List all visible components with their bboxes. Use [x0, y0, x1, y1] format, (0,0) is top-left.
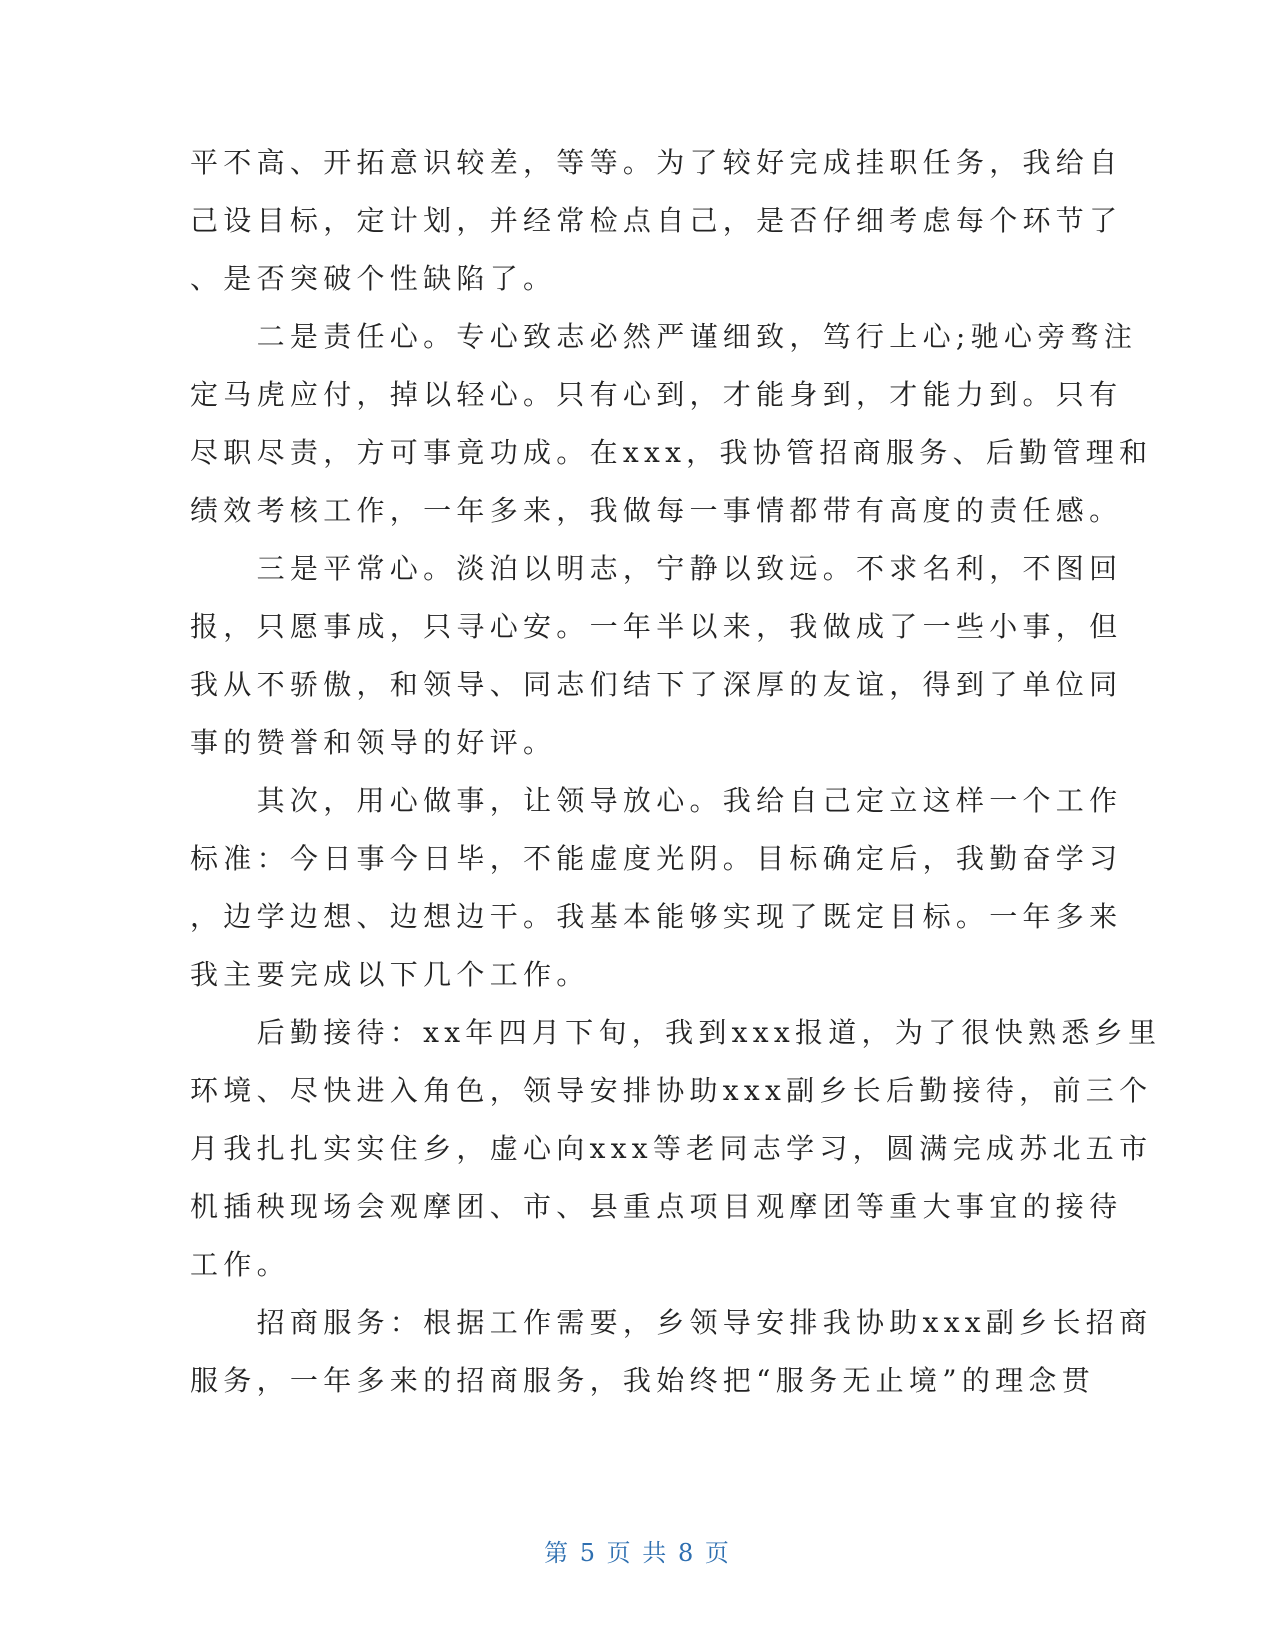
text-line: ，边学边想、边想边干。我基本能够实现了既定目标。一年多来 [190, 900, 1123, 933]
page-number: 第 5 页 共 8 页 [544, 1539, 731, 1567]
text-line: 三是平常心。淡泊以明志，宁静以致远。不求名利，不图回 [190, 552, 1123, 585]
text-line: 招商服务：根据工作需要，乡领导安排我协助xxx副乡长招商 [190, 1306, 1153, 1339]
text-line: 服务，一年多来的招商服务，我始终把“服务无止境”的理念贯 [190, 1364, 1096, 1397]
text-line: 平不高、开拓意识较差，等等。为了较好完成挂职任务，我给自 [190, 146, 1123, 179]
text-line: 、是否突破个性缺陷了。 [190, 262, 557, 295]
text-line: 己设目标，定计划，并经常检点自己，是否仔细考虑每个环节了 [190, 204, 1123, 237]
text-line: 标准：今日事今日毕，不能虚度光阴。目标确定后，我勤奋学习 [190, 842, 1123, 875]
text-line: 月我扎扎实实住乡，虚心向xxx等老同志学习，圆满完成苏北五市 [190, 1132, 1153, 1165]
text-line: 二是责任心。专心致志必然严谨细致，笃行上心;驰心旁骛注 [190, 320, 1138, 353]
text-line: 工作。 [190, 1248, 290, 1281]
text-line: 环境、尽快进入角色，领导安排协助xxx副乡长后勤接待，前三个 [190, 1074, 1153, 1107]
text-line: 其次，用心做事，让领导放心。我给自己定立这样一个工作 [190, 784, 1123, 817]
text-line: 绩效考核工作，一年多来，我做每一事情都带有高度的责任感。 [190, 494, 1123, 527]
text-line: 事的赞誉和领导的好评。 [190, 726, 557, 759]
text-line: 我主要完成以下几个工作。 [190, 958, 590, 991]
text-line: 机插秧现场会观摩团、市、县重点项目观摩团等重大事宜的接待 [190, 1190, 1123, 1223]
text-line: 报，只愿事成，只寻心安。一年半以来，我做成了一些小事，但 [190, 610, 1123, 643]
text-line: 尽职尽责，方可事竟功成。在xxx，我协管招商服务、后勤管理和 [190, 436, 1153, 469]
text-line: 定马虎应付，掉以轻心。只有心到，才能身到，才能力到。只有 [190, 378, 1123, 411]
text-line: 我从不骄傲，和领导、同志们结下了深厚的友谊，得到了单位同 [190, 668, 1123, 701]
text-line: 后勤接待：xx年四月下旬，我到xxx报道，为了很快熟悉乡里 [190, 1016, 1162, 1049]
